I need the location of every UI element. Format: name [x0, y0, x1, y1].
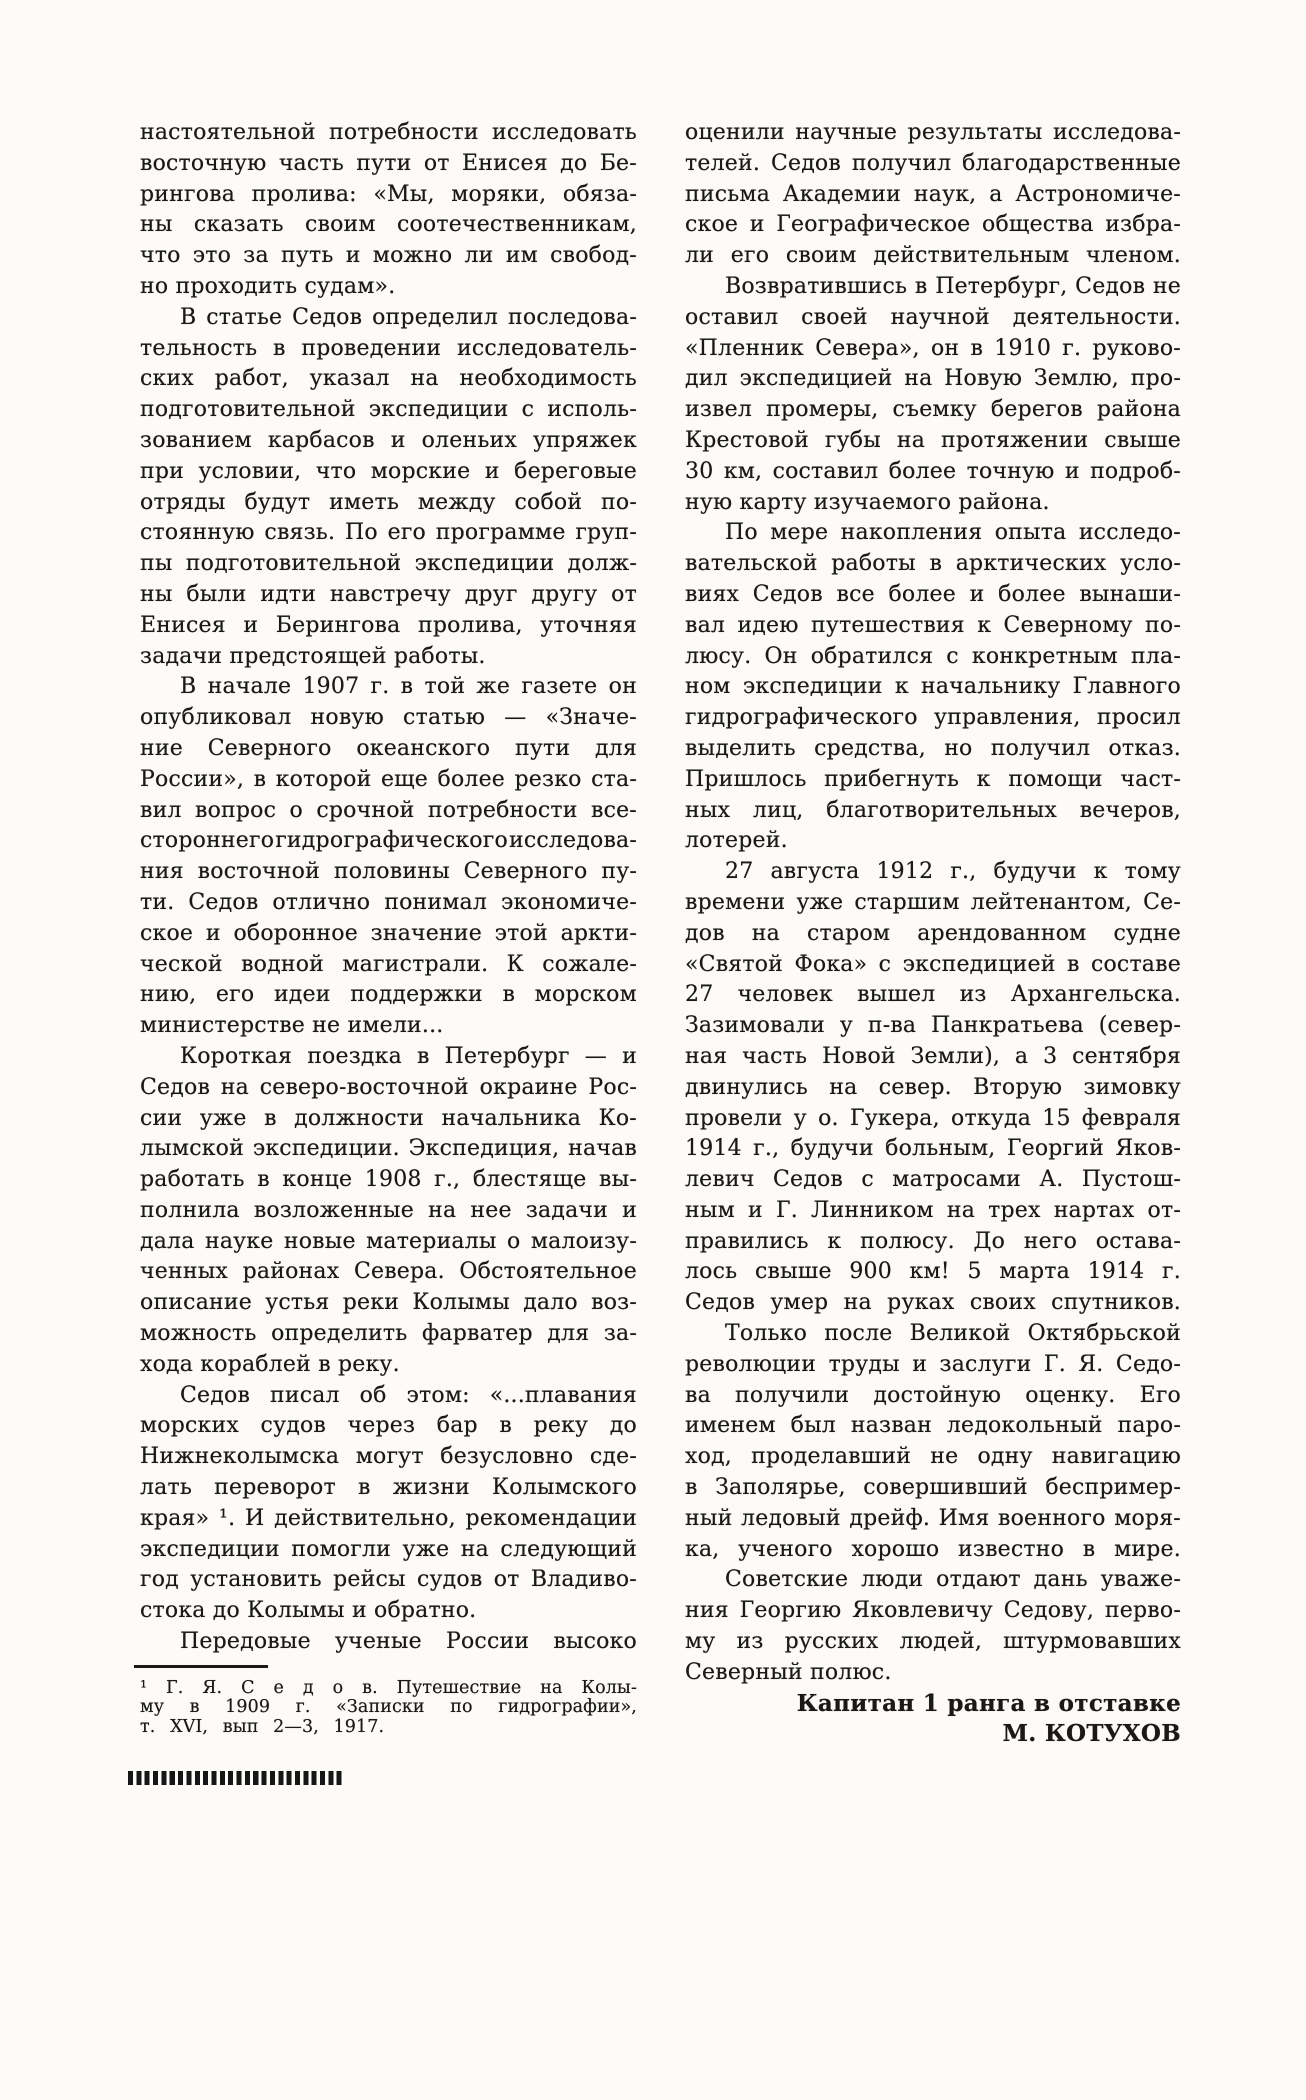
text-line: ва получили достойную оценку. Его [685, 1382, 1181, 1408]
text-line: ское и оборонное значение этой аркти- [140, 920, 637, 946]
text-line: Только после Великой Октябрьской [725, 1321, 1181, 1347]
text-line: Короткая поездка в Петербург — и [180, 1043, 637, 1069]
text-line: при условии, что морские и береговые [140, 458, 637, 484]
text-line: Зазимовали у п-ва Панкратьева (север- [685, 1013, 1181, 1039]
text-line: ход, проделавший не одну навигацию [685, 1444, 1181, 1470]
right-column [685, 118, 1181, 1750]
text-line: можность определить фарватер для за- [140, 1321, 637, 1347]
text-line: Пришлось прибегнуть к помощи част- [685, 766, 1181, 792]
signature-block [685, 1689, 1181, 1751]
text-line: ный ледовый дрейф. Имя военного моря- [685, 1505, 1181, 1531]
text-line: вательской работы в арктических усло- [685, 551, 1181, 577]
text-line: стока до Колымы и обратно. [140, 1598, 477, 1624]
text-line: В статье Седов определил последова- [180, 304, 637, 330]
text-line: письма Академии наук, а Астрономиче- [685, 181, 1181, 207]
text-line: год установить рейсы судов от Владиво- [140, 1567, 637, 1593]
text-line: ны были идти навстречу друг другу от [140, 581, 637, 607]
text-line: лотерей. [685, 828, 788, 854]
text-line: ских работ, указал на необходимость [140, 366, 637, 392]
text-line: В начале 1907 г. в той же газете он [180, 674, 637, 700]
text-line: настоятельной потребности исследовать [140, 120, 637, 145]
text-line: ское и Географическое общества избра- [685, 212, 1181, 238]
text-line: опубликовал новую статью — «Значе- [140, 705, 637, 731]
signature-name: М. КОТУХОВ [1002, 1720, 1181, 1748]
text-line: По мере накопления опыта исследо- [725, 520, 1181, 546]
text-line: Седов писал об этом: «...плавания [180, 1382, 637, 1408]
text-line: му из русских людей, штурмовавших [685, 1629, 1181, 1655]
text-line: 1914 г., будучи больным, Георгий Яков- [685, 1136, 1181, 1162]
text-line: восточную часть пути от Енисея до Бе- [140, 150, 637, 176]
text-line: телей. Седов получил благодарственные [685, 150, 1181, 176]
text-line: что это за путь и можно ли им свобод- [140, 243, 637, 269]
left-column-text [140, 118, 637, 1658]
text-line: лось свыше 900 км! 5 марта 1914 г. [685, 1259, 1181, 1285]
text-line: ческой водной магистрали. К сожале- [140, 951, 637, 977]
text-line: стоянную связь. По его программе груп- [140, 520, 637, 546]
text-line: края» ¹. И действительно, рекомендации [140, 1505, 637, 1531]
text-line: ли его своим действительным членом. [685, 243, 1181, 269]
text-line: ную карту изучаемого района. [685, 489, 1050, 515]
text-line: ¹ Г. Я. С е д о в. Путешествие на Колы- [140, 1677, 637, 1698]
text-line: ченных районах Севера. Обстоятельное [140, 1259, 637, 1285]
text-line: задачи предстоящей работы. [140, 643, 486, 669]
text-line: лымской экспедиции. Экспедиция, начав [140, 1136, 637, 1162]
footnote [140, 1679, 637, 1738]
text-line: вал идею путешествия к Северному по- [685, 612, 1181, 638]
text-line: нию, его идеи поддержки в морском [140, 982, 637, 1008]
text-line: 27 августа 1912 г., будучи к тому [725, 859, 1181, 885]
text-line: ния Георгию Яковлевичу Седову, перво- [685, 1598, 1181, 1624]
text-line: ным и Г. Линником на трех нартах от- [685, 1197, 1181, 1223]
text-line: виях Седов все более и более вынаши- [685, 581, 1181, 607]
text-line: тельность в проведении исследователь- [140, 335, 637, 361]
text-line: 27 человек вышел из Архангельска. [685, 982, 1181, 1008]
text-line: сии уже в должности начальника Ко- [140, 1105, 637, 1131]
text-line: выделить средства, но получил отказ. [685, 735, 1181, 761]
text-line: подготовительной экспедиции с исполь- [140, 397, 637, 423]
text-line: ти. Седов отлично понимал экономиче- [140, 889, 637, 915]
text-line: рингова пролива: «Мы, моряки, обяза- [140, 181, 637, 207]
signature-rank: Капитан 1 ранга в отставке [796, 1689, 1181, 1717]
text-line: ная часть Новой Земли), а 3 сентября [685, 1043, 1181, 1069]
text-line: Советские люди отдают дань уваже- [725, 1567, 1181, 1593]
text-line: ном экспедиции к начальнику Главного [685, 674, 1181, 700]
text-line: гидрографического управления, просил [685, 705, 1181, 731]
text-line: дов на старом арендованном судне [685, 920, 1181, 946]
text-line: Крестовой губы на протяжении свыше [685, 427, 1181, 453]
text-line: 30 км, составил более точную и подроб- [685, 458, 1181, 484]
text-line: Возвратившись в Петербург, Седов не [725, 273, 1181, 299]
text-line: т. XVI, вып 2—3, 1917. [140, 1717, 385, 1738]
text-line: извел промеры, съемку берегов района [685, 397, 1181, 423]
text-line: люсу. Он обратился с конкретным пла- [685, 643, 1181, 669]
text-line: ния восточной половины Северного пу- [140, 859, 637, 885]
text-line: стороннего гидрографического исследова- [140, 828, 637, 854]
text-line: дил экспедицией на Новую Землю, про- [685, 366, 1181, 392]
text-line: му в 1909 г. «Записки по гидрографии», [140, 1697, 637, 1718]
text-line: отряды будут иметь между собой по- [140, 489, 637, 515]
text-line: но проходить судам». [140, 273, 396, 299]
text-line: полнила возложенные на нее задачи и [140, 1197, 637, 1223]
text-line: зованием карбасов и оленьих упряжек [140, 427, 637, 453]
text-line: министерстве не имели... [140, 1013, 444, 1039]
text-line: левич Седов с матросами А. Пустош- [685, 1167, 1181, 1193]
text-line: описание устья реки Колымы дало воз- [140, 1290, 637, 1316]
footnote-divider [134, 1665, 268, 1668]
text-line: дала науке новые материалы о малоизу- [140, 1228, 637, 1254]
text-line: лать переворот в жизни Колымского [140, 1475, 637, 1501]
text-line: правились к полюсу. До него остава- [685, 1228, 1181, 1254]
text-line: вил вопрос о срочной потребности все- [140, 797, 637, 823]
text-line: ных лиц, благотворительных вечеров, [685, 797, 1181, 823]
text-line: ны сказать своим соотечественникам, [140, 212, 637, 238]
text-line: пы подготовительной экспедиции долж- [140, 551, 637, 577]
text-line: ние Северного океанского пути для [140, 735, 637, 761]
text-line: именем был назван ледокольный паро- [685, 1413, 1181, 1439]
text-line: оценили научные результаты исследова- [685, 120, 1181, 145]
text-line: двинулись на север. Вторую зимовку [685, 1074, 1181, 1100]
text-line: хода кораблей в реку. [140, 1351, 400, 1377]
text-line: России», в которой еще более резко ста- [140, 766, 637, 792]
text-line: Нижнеколымска могут безусловно сде- [140, 1444, 637, 1470]
text-line: «Святой Фока» с экспедицией в составе [685, 951, 1181, 977]
text-line: работать в конце 1908 г., блестяще вы- [140, 1167, 637, 1193]
text-line: в Заполярье, совершивший беспример- [685, 1475, 1181, 1501]
text-line: Передовые ученые России высоко [180, 1629, 637, 1655]
text-line: Седов на северо-восточной окраине Рос- [140, 1074, 637, 1100]
text-line: Северный полюс. [685, 1659, 892, 1685]
text-line: «Пленник Севера», он в 1910 г. руково- [685, 335, 1181, 361]
text-line: Енисея и Берингова пролива, уточняя [140, 612, 637, 638]
text-line: экспедиции помогли уже на следующий [140, 1536, 637, 1562]
text-line: революции труды и заслуги Г. Я. Седо- [685, 1351, 1181, 1377]
left-column [140, 118, 637, 1785]
right-column-text [685, 118, 1181, 1689]
text-line: Седов умер на руках своих спутников. [685, 1290, 1181, 1316]
text-line: провели у о. Гукера, откуда 15 февраля [685, 1105, 1181, 1131]
text-line: морских судов через бар в реку до [140, 1413, 637, 1439]
text-line: времени уже старшим лейтенантом, Се- [685, 889, 1181, 915]
ornament-bar [128, 1771, 345, 1785]
text-line: ка, ученого хорошо известно в мире. [685, 1536, 1181, 1562]
text-line: оставил своей научной деятельности. [685, 304, 1181, 330]
